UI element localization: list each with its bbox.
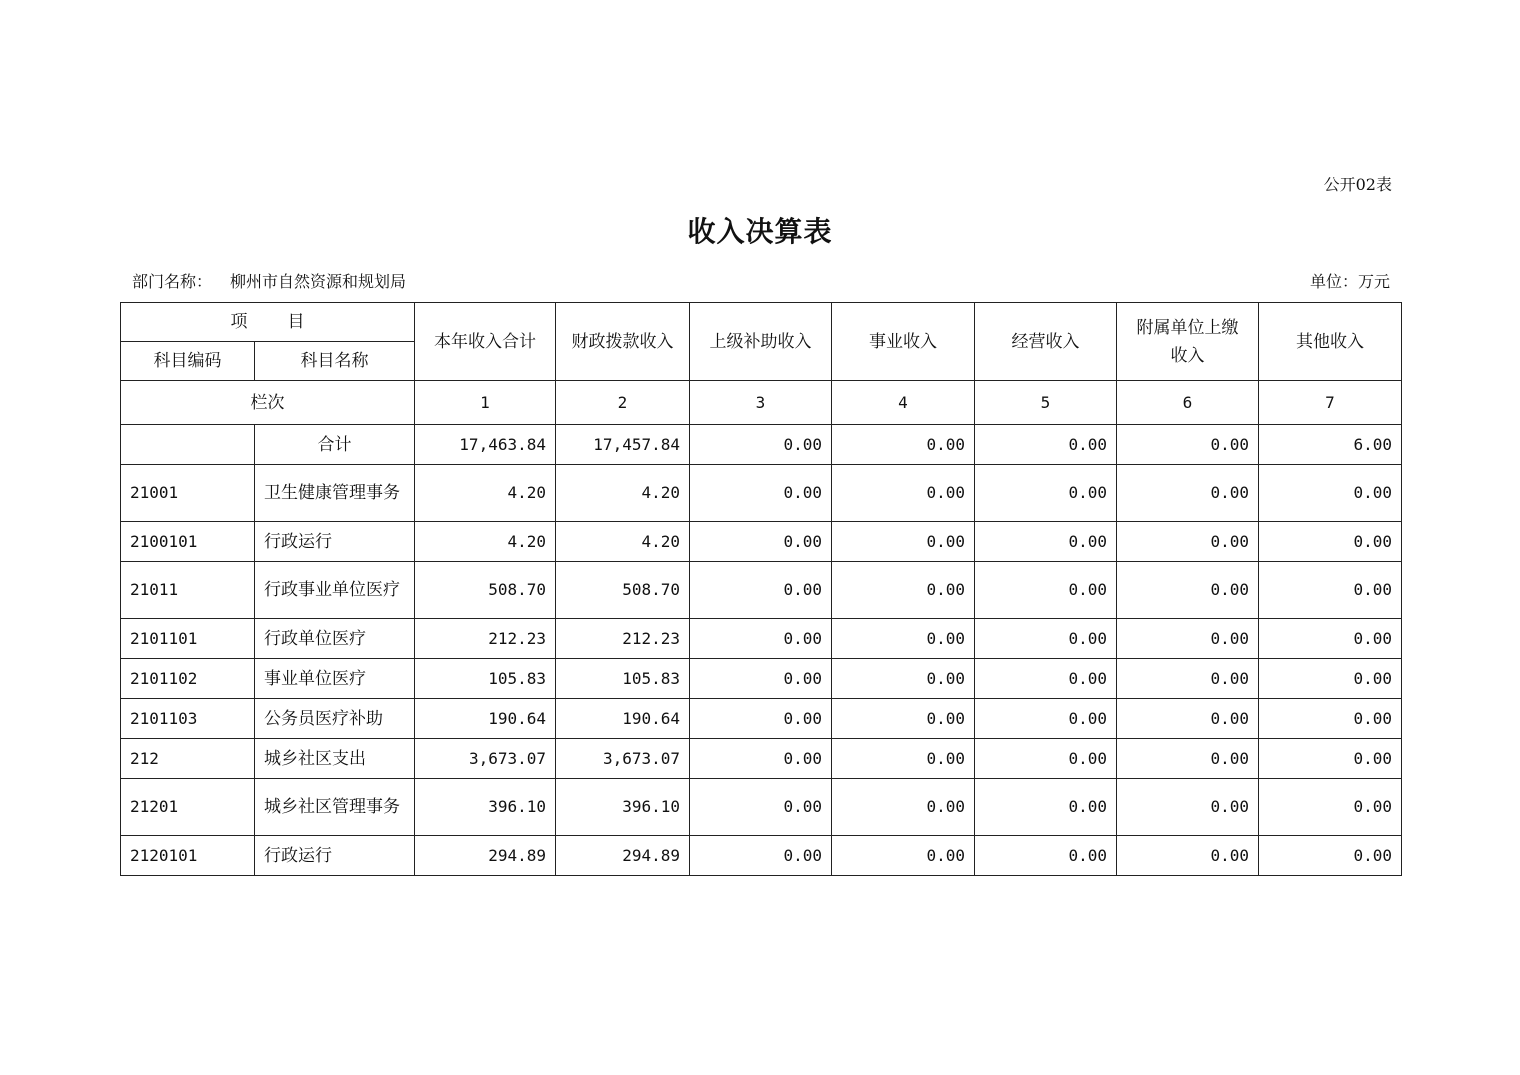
amount-cell: 0.00 [1259, 739, 1402, 779]
amount-cell: 0.00 [832, 836, 975, 876]
amount-cell: 0.00 [832, 619, 975, 659]
amount-cell: 0.00 [975, 836, 1117, 876]
amount-cell: 0.00 [1117, 619, 1259, 659]
amount-cell: 0.00 [690, 562, 832, 619]
subject-code: 2101101 [121, 619, 255, 659]
column-number: 2 [556, 381, 690, 425]
column-number: 5 [975, 381, 1117, 425]
amount-cell: 0.00 [690, 699, 832, 739]
amount-cell: 0.00 [1259, 562, 1402, 619]
department-label: 部门名称： [132, 272, 213, 291]
subject-name: 事业单位医疗 [255, 659, 415, 699]
column-number: 3 [690, 381, 832, 425]
total-row [121, 425, 1402, 465]
name-header: 科目名称 [255, 342, 415, 381]
subject-code: 2100101 [121, 522, 255, 562]
amount-cell: 294.89 [556, 836, 690, 876]
amount-cell: 0.00 [1117, 779, 1259, 836]
amount-cell: 0.00 [832, 465, 975, 522]
amount-cell: 0.00 [975, 465, 1117, 522]
amount-cell: 4.20 [415, 522, 556, 562]
header-col-7: 其他收入 [1259, 303, 1402, 381]
amount-cell: 0.00 [975, 699, 1117, 739]
unit-label: 单位：万元 [1309, 272, 1390, 291]
amount-cell: 0.00 [1259, 779, 1402, 836]
table-row [121, 562, 1402, 619]
amount-cell: 0.00 [1117, 522, 1259, 562]
subject-name: 行政运行 [255, 836, 415, 876]
header-col-2: 财政拨款收入 [556, 303, 690, 381]
amount-cell: 0.00 [975, 739, 1117, 779]
table-row [121, 779, 1402, 836]
amount-cell: 212.23 [556, 619, 690, 659]
subject-code: 2101102 [121, 659, 255, 699]
amount-cell: 0.00 [1259, 619, 1402, 659]
amount-cell: 0.00 [975, 619, 1117, 659]
header-col-5: 经营收入 [975, 303, 1117, 381]
amount-cell: 0.00 [1117, 836, 1259, 876]
table-row [121, 522, 1402, 562]
subject-name: 行政事业单位医疗 [255, 562, 415, 619]
page-title: 收入决算表 [687, 215, 833, 248]
amount-cell: 0.00 [690, 619, 832, 659]
amount-cell: 105.83 [415, 659, 556, 699]
amount-cell: 4.20 [556, 465, 690, 522]
code-header: 科目编码 [121, 342, 255, 381]
amount-cell: 0.00 [690, 779, 832, 836]
department-line [132, 269, 406, 292]
amount-cell: 0.00 [1259, 465, 1402, 522]
amount-cell: 0.00 [1117, 699, 1259, 739]
amount-cell: 0.00 [1117, 739, 1259, 779]
column-number: 4 [832, 381, 975, 425]
amount-cell: 0.00 [975, 659, 1117, 699]
amount-cell: 396.10 [556, 779, 690, 836]
subject-code: 21011 [121, 562, 255, 619]
subject-code: 212 [121, 739, 255, 779]
amount-cell: 0.00 [832, 779, 975, 836]
table-row [121, 659, 1402, 699]
amount-cell: 0.00 [690, 522, 832, 562]
amount-cell: 0.00 [1117, 659, 1259, 699]
amount-cell: 0.00 [975, 522, 1117, 562]
amount-cell: 190.64 [415, 699, 556, 739]
total-code-cell [121, 425, 255, 465]
amount-cell: 0.00 [690, 739, 832, 779]
amount-cell: 190.64 [556, 699, 690, 739]
amount-cell: 508.70 [556, 562, 690, 619]
header-row [121, 303, 1402, 342]
amount-cell: 396.10 [415, 779, 556, 836]
column-number: 1 [415, 381, 556, 425]
amount-cell: 3,673.07 [415, 739, 556, 779]
subject-name: 行政单位医疗 [255, 619, 415, 659]
total-value: 17,457.84 [556, 425, 690, 465]
subject-name: 城乡社区支出 [255, 739, 415, 779]
department-name: 柳州市自然资源和规划局 [230, 272, 407, 291]
amount-cell: 294.89 [415, 836, 556, 876]
column-number: 7 [1259, 381, 1402, 425]
amount-cell: 0.00 [832, 562, 975, 619]
column-number: 6 [1117, 381, 1259, 425]
amount-cell: 105.83 [556, 659, 690, 699]
amount-cell: 0.00 [1259, 836, 1402, 876]
subject-code: 2120101 [121, 836, 255, 876]
column-index-row [121, 381, 1402, 425]
amount-cell: 0.00 [1117, 465, 1259, 522]
subject-code: 2101103 [121, 699, 255, 739]
subject-name: 行政运行 [255, 522, 415, 562]
table-row [121, 465, 1402, 522]
header-col-1: 本年收入合计 [415, 303, 556, 381]
form-number: 公开02表 [1323, 175, 1392, 194]
total-value: 6.00 [1259, 425, 1402, 465]
subject-name: 卫生健康管理事务 [255, 465, 415, 522]
amount-cell: 0.00 [690, 465, 832, 522]
amount-cell: 0.00 [975, 779, 1117, 836]
total-value: 0.00 [975, 425, 1117, 465]
amount-cell: 0.00 [832, 699, 975, 739]
total-value: 0.00 [832, 425, 975, 465]
amount-cell: 0.00 [832, 659, 975, 699]
total-label: 合计 [255, 425, 415, 465]
amount-cell: 4.20 [556, 522, 690, 562]
item-header: 项 目 [121, 303, 415, 342]
amount-cell: 0.00 [975, 562, 1117, 619]
subject-code: 21201 [121, 779, 255, 836]
total-value: 0.00 [1117, 425, 1259, 465]
subject-code: 21001 [121, 465, 255, 522]
header-col-4: 事业收入 [832, 303, 975, 381]
amount-cell: 0.00 [832, 522, 975, 562]
amount-cell: 3,673.07 [556, 739, 690, 779]
amount-cell: 0.00 [1259, 522, 1402, 562]
amount-cell: 0.00 [1259, 699, 1402, 739]
income-table [120, 302, 1402, 876]
subject-name: 公务员医疗补助 [255, 699, 415, 739]
amount-cell: 212.23 [415, 619, 556, 659]
table-row [121, 699, 1402, 739]
header-col-6: 附属单位上缴收入 [1117, 303, 1259, 381]
column-index-label: 栏次 [121, 381, 415, 425]
total-value: 17,463.84 [415, 425, 556, 465]
table-row [121, 619, 1402, 659]
amount-cell: 4.20 [415, 465, 556, 522]
amount-cell: 0.00 [832, 739, 975, 779]
amount-cell: 0.00 [690, 659, 832, 699]
amount-cell: 0.00 [1117, 562, 1259, 619]
subject-name: 城乡社区管理事务 [255, 779, 415, 836]
header-col-3: 上级补助收入 [690, 303, 832, 381]
table-row [121, 739, 1402, 779]
amount-cell: 508.70 [415, 562, 556, 619]
total-value: 0.00 [690, 425, 832, 465]
amount-cell: 0.00 [690, 836, 832, 876]
table-row [121, 836, 1402, 876]
amount-cell: 0.00 [1259, 659, 1402, 699]
